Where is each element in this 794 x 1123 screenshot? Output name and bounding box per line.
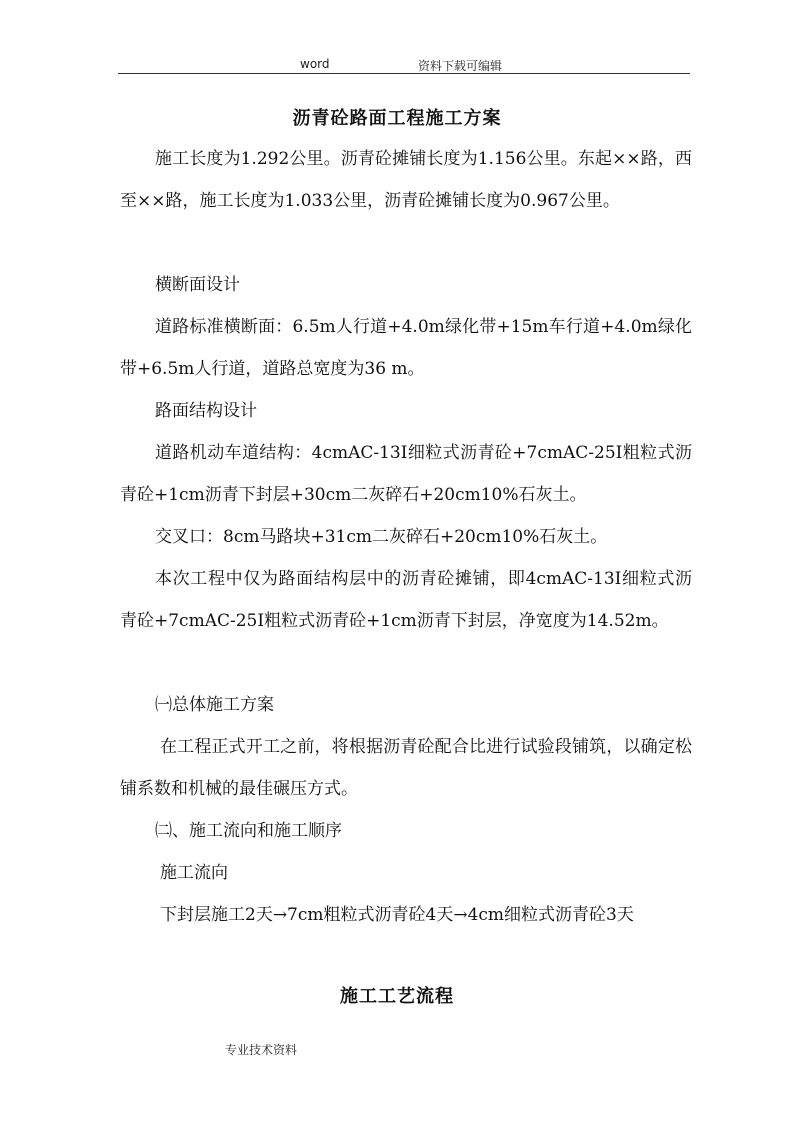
paragraph-cross-section: 道路标准横断面：6.5m人行道+4.0m绿化带+15m车行道+4.0m绿化带+6.5m人行道，道路总宽度为36 m。 [120, 317, 692, 379]
paragraph-pavement-heading: 路面结构设计 [155, 401, 257, 421]
paragraph-intersection: 交叉口：8cm马路块+31cm二灰碎石+20cm10%石灰土。 [155, 527, 608, 547]
header-info-label: 资料下载可编辑 [418, 59, 503, 73]
paragraph-sequence: 下封层施工2天→7cm粗粒式沥青砼4天→4cm细粒式沥青砼3天 [160, 905, 634, 925]
paragraph-scope: 本次工程中仅为路面结构层中的沥青砼摊铺，即4cmAC-13I细粒式沥青砼+7cmAC-25I粗粒式沥青砼+1cm沥青下封层，净宽度为14.52m。 [120, 569, 692, 631]
section-title: 施工工艺流程 [340, 986, 454, 1007]
paragraph-overall-plan: 在工程正式开工之前，将根据沥青砼配合比进行试验段铺筑，以确定松铺系数和机械的最佳碾压方式。 [120, 737, 692, 799]
paragraph-pavement-structure: 道路机动车道结构：4cmAC-13I细粒式沥青砼+7cmAC-25I粗粒式沥青砼+1cm沥青下封层+30cm二灰碎石+20cm10%石灰土。 [120, 443, 692, 505]
paragraph-direction-heading: ㈡、施工流向和施工顺序 [155, 821, 342, 841]
paragraph-direction-label: 施工流向 [160, 863, 228, 883]
document-title: 沥青砼路面工程施工方案 [292, 108, 502, 129]
header-word-label: word [300, 57, 330, 71]
paragraph-cross-section-heading: 横断面设计 [155, 275, 240, 295]
paragraph-overall-plan-heading: ㈠总体施工方案 [155, 695, 274, 715]
header-divider [118, 73, 690, 74]
paragraph-length: 施工长度为1.292公里。沥青砼摊铺长度为1.156公里。东起××路，西至××路，施工长度为1.033公里，沥青砼摊铺长度为0.967公里。 [120, 149, 692, 211]
footer-label: 专业技术资料 [225, 1043, 298, 1057]
